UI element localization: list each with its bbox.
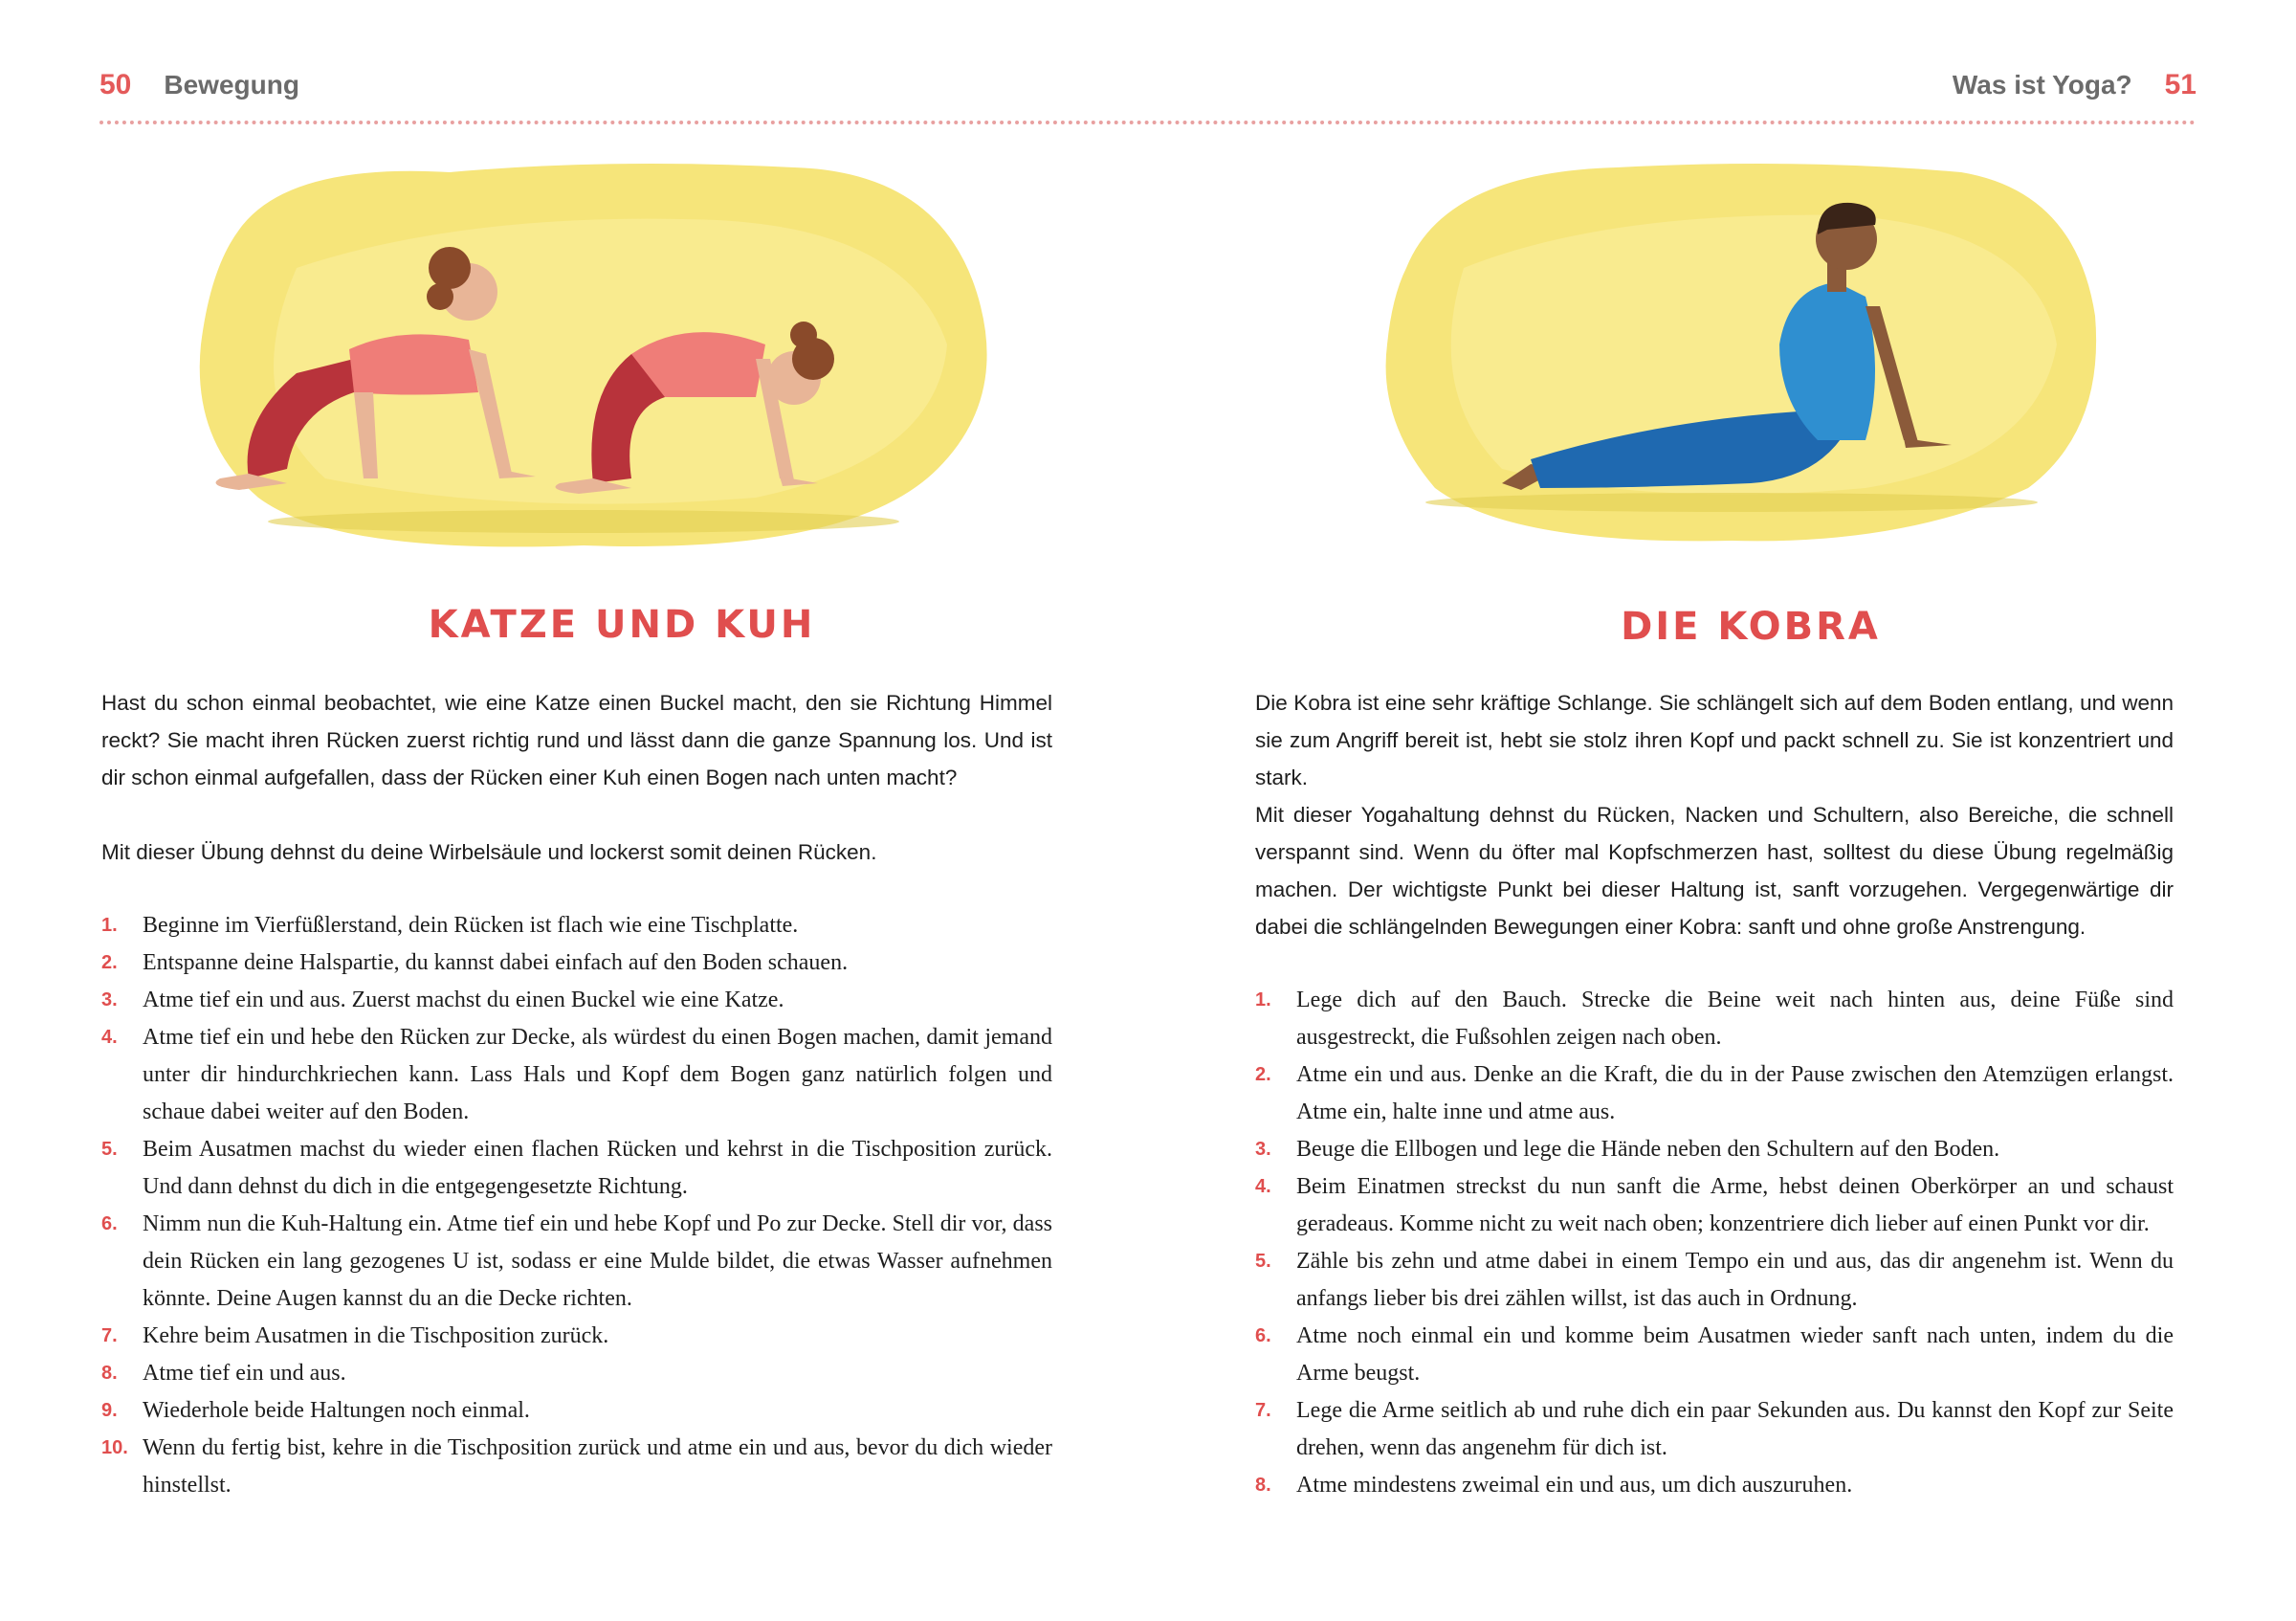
list-item — [1255, 982, 2174, 1056]
list-item — [101, 1430, 1052, 1504]
step-text: Lege dich auf den Bauch. Strecke die Beine weit nach hinten aus, deine Füße sind ausgestreckt, die Fußsohlen zeigen nach oben. — [1296, 988, 2174, 1050]
left-page-number: 50 — [99, 69, 132, 100]
right-exercise-title: DIE KOBRA — [1621, 605, 1881, 649]
step-number: 7. — [1255, 1400, 1271, 1421]
left-intro-paragraph: Hast du schon einmal beobachtet, wie eine Katze einen Buckel macht, den sie Richtung Himmel reckt? Sie macht ihren Rücken zuerst richtig rund und lässt dann die ganze Spannung los. Und ist dir schon einmal aufgefallen, dass der Rücken einer Kuh einen Bogen nach unten macht? — [101, 691, 1052, 789]
cobra-pose-illustration — [1368, 153, 2105, 555]
step-text: Beim Einatmen streckst du nun sanft die Arme, hebst deinen Oberkörper an und schaust geradeaus. Komme nicht zu weit nach oben; konzentriere dich lieber auf einen Punkt vor dir. — [1296, 1174, 2174, 1236]
step-text: Nimm nun die Kuh-Haltung ein. Atme tief ein und hebe Kopf und Po zur Decke. Stell dir vor, dass dein Rücken ein lang gezogenes U ist, sodass er eine Mulde bildet, die etwas Wasser aufnehmen könnte. Deine Augen kannst du an die Decke richten. — [143, 1211, 1052, 1311]
list-item — [1255, 1467, 2174, 1504]
right-steps-list — [1255, 982, 2174, 1504]
left-steps-list — [101, 907, 1052, 1504]
step-number: 5. — [1255, 1251, 1271, 1272]
right-page-number: 51 — [2164, 69, 2197, 100]
step-text: Beginne im Vierfüßlerstand, dein Rücken ist flach wie eine Tischplatte. — [143, 913, 799, 938]
step-number: 7. — [101, 1325, 118, 1346]
list-item — [1255, 1243, 2174, 1318]
list-item — [1255, 1318, 2174, 1392]
list-item — [1255, 1168, 2174, 1243]
step-number: 9. — [101, 1400, 118, 1421]
step-number: 6. — [101, 1213, 118, 1234]
list-item — [101, 982, 1052, 1019]
left-exercise-title: KATZE UND KUH — [428, 603, 816, 647]
step-number: 1. — [1255, 989, 1271, 1010]
list-item — [101, 1318, 1052, 1355]
step-text: Zähle bis zehn und atme dabei in einem Tempo ein und aus, das dir angenehm ist. Wenn du anfangs lieber bis drei zählen willst, ist das auch in Ordnung. — [1296, 1249, 2174, 1311]
step-number: 8. — [1255, 1475, 1271, 1496]
step-text: Atme tief ein und aus. — [143, 1361, 346, 1386]
left-running-header — [99, 69, 299, 126]
list-item — [101, 1019, 1052, 1131]
left-intro-paragraph-2: Mit dieser Übung dehnst du deine Wirbelsäule und lockerst somit deinen Rücken. — [101, 840, 877, 864]
step-number: 2. — [101, 952, 118, 973]
right-running-header — [1953, 69, 2197, 126]
step-number: 3. — [101, 989, 118, 1010]
list-item — [101, 1206, 1052, 1318]
left-section-title: Bewegung — [164, 70, 299, 100]
list-item — [1255, 1392, 2174, 1467]
step-text: Atme tief ein und aus. Zuerst machst du einen Buckel wie eine Katze. — [143, 988, 784, 1012]
step-text: Atme ein und aus. Denke an die Kraft, die du in der Pause zwischen den Atemzügen erlangst. Atme ein, halte inne und atme aus. — [1296, 1062, 2174, 1124]
step-text: Kehre beim Ausatmen in die Tischposition zurück. — [143, 1323, 609, 1348]
step-text: Beuge die Ellbogen und lege die Hände neben den Schultern auf den Boden. — [1296, 1137, 2000, 1162]
step-number: 3. — [1255, 1139, 1271, 1160]
list-item — [101, 1392, 1052, 1430]
cat-cow-pose-illustration — [182, 153, 1004, 565]
list-item — [101, 944, 1052, 982]
step-text: Atme mindestens zweimal ein und aus, um dich auszuruhen. — [1296, 1473, 1853, 1498]
list-item — [101, 1131, 1052, 1206]
step-number: 4. — [101, 1027, 118, 1048]
step-number: 4. — [1255, 1176, 1271, 1197]
step-number: 2. — [1255, 1064, 1271, 1085]
step-number: 1. — [101, 915, 118, 936]
step-text: Beim Ausatmen machst du wieder einen flachen Rücken und kehrst in die Tischposition zurück. Und dann dehnst du dich in die entgegengesetzte Richtung. — [143, 1137, 1052, 1199]
list-item — [101, 907, 1052, 944]
step-text: Atme tief ein und hebe den Rücken zur Decke, als würdest du einen Bogen machen, damit jemand unter dir hindurchkriechen kann. Lass Hals und Kopf dem Bogen ganz natürlich folgen und schaue dabei weiter auf den Boden. — [143, 1025, 1052, 1124]
right-section-title: Was ist Yoga? — [1952, 70, 2132, 100]
list-item — [101, 1355, 1052, 1392]
step-text: Lege die Arme seitlich ab und ruhe dich ein paar Sekunden aus. Du kannst den Kopf zur Seite drehen, wenn das angenehm für dich ist. — [1296, 1398, 2174, 1460]
right-intro-paragraph-2: Mit dieser Yogahaltung dehnst du Rücken, Nacken und Schultern, also Bereiche, die schnell verspannt sind. Wenn du öfter mal Kopfschmerzen hast, solltest du diese Übung regelmäßig machen. Der wichtigste Punkt bei dieser Haltung ist, sanft vorzugehen. Vergegenwärtige dir dabei die schlängelnden Bewegungen einer Kobra: sanft und ohne große Anstrengung. — [1255, 803, 2174, 939]
step-text: Atme noch einmal ein und komme beim Ausatmen wieder sanft nach unten, indem du die Arme beugst. — [1296, 1323, 2174, 1386]
step-text: Entspanne deine Halspartie, du kannst dabei einfach auf den Boden schauen. — [143, 950, 849, 975]
right-intro-paragraph: Die Kobra ist eine sehr kräftige Schlange. Sie schlängelt sich auf dem Boden entlang, und wenn sie zum Angriff bereit ist, hebt sie stolz ihren Kopf und packt schnell zu. Sie ist konzentriert und stark. — [1255, 691, 2174, 789]
step-text: Wiederhole beide Haltungen noch einmal. — [143, 1398, 530, 1423]
step-number: 6. — [1255, 1325, 1271, 1346]
list-item — [1255, 1056, 2174, 1131]
step-number: 10. — [101, 1437, 128, 1458]
step-text: Wenn du fertig bist, kehre in die Tischposition zurück und atme ein und aus, bevor du dich wieder hinstellst. — [143, 1435, 1052, 1498]
dotted-header-rule — [99, 121, 2197, 124]
step-number: 8. — [101, 1363, 118, 1384]
step-number: 5. — [101, 1139, 118, 1160]
list-item — [1255, 1131, 2174, 1168]
